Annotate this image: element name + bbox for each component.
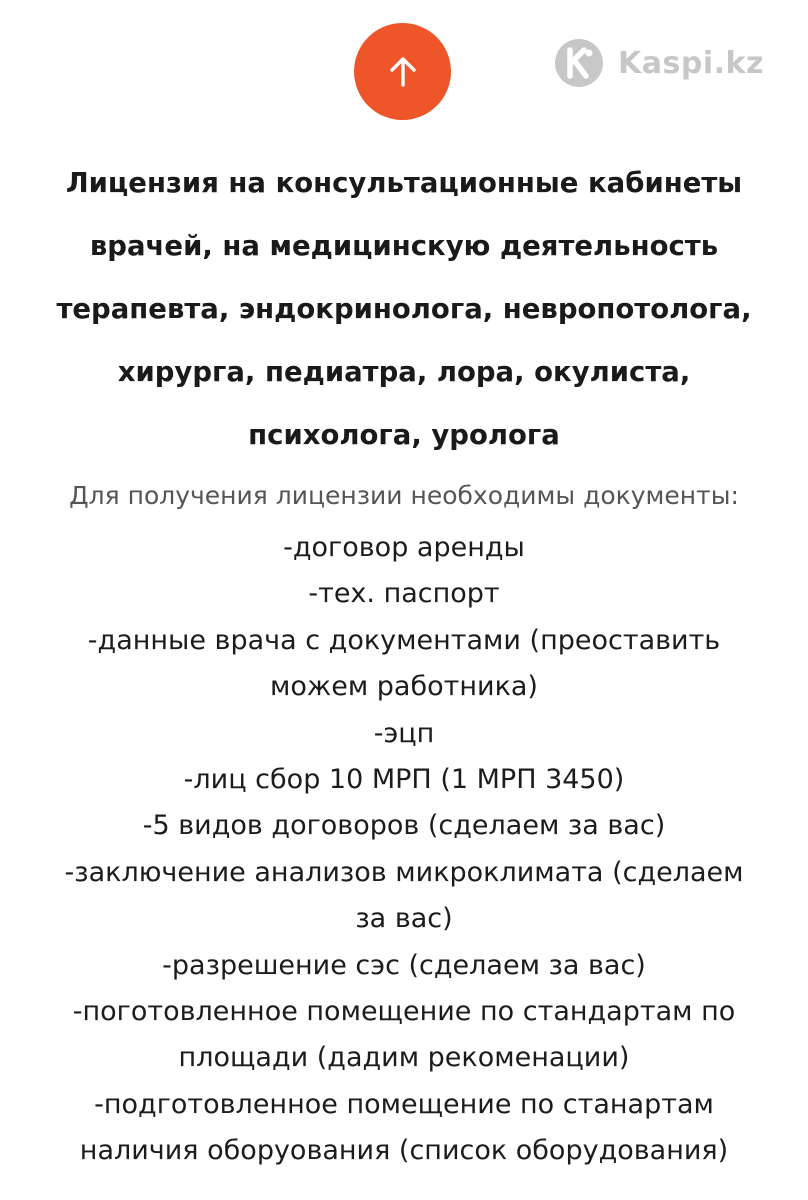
- list-item-line: -подготовленное помещение по станартам: [94, 1088, 714, 1120]
- list-item: [0, 1082, 808, 1175]
- list-item-line: -тех. паспорт: [308, 578, 500, 610]
- list-item-line: -данные врача с документами (преоставить: [87, 624, 721, 656]
- scroll-to-top-button[interactable]: [354, 23, 451, 120]
- intro-text: Для получения лицензии необходимы документы:: [69, 481, 739, 510]
- list-item-line: наличия оборуования (список оборудования): [79, 1135, 729, 1167]
- list-item-line: -разрешение сэс (сделаем за вас): [162, 949, 646, 981]
- list-item-line: -5 видов договоров (сделаем за вас): [142, 810, 666, 842]
- list-item: [0, 525, 808, 571]
- title-line: терапевта, эндокринолога, невропотолога,: [56, 293, 752, 325]
- list-item-line: за вас): [355, 903, 453, 935]
- list-item: [0, 618, 808, 711]
- title-line: Лицензия на консультационные кабинеты: [65, 167, 743, 199]
- title-line: хирурга, педиатра, лора, окулиста,: [117, 356, 691, 388]
- kaspi-logo-text: Kaspi.kz: [618, 45, 764, 81]
- list-item: [0, 803, 808, 849]
- list-item-line: площади (дадим рекоменации): [178, 1042, 630, 1074]
- list-item-line: -заключение анализов микроклимата (сделаем: [64, 856, 744, 888]
- list-item: [0, 711, 808, 757]
- list-item-line: -лиц сбор 10 МРП (1 МРП 3450): [183, 764, 625, 796]
- list-item: [0, 850, 808, 943]
- list-item-line: -договор аренды: [283, 532, 525, 563]
- page-title: [0, 152, 808, 467]
- title-line: врачей, на медицинскую деятельность: [89, 230, 719, 262]
- list-item: [0, 571, 808, 617]
- documents-list: [0, 525, 808, 1175]
- list-item: [0, 943, 808, 989]
- list-item: [0, 989, 808, 1082]
- title-line: психолога, уролога: [248, 419, 560, 451]
- list-item-line: можем работника): [270, 671, 538, 703]
- list-item-line: -эцп: [373, 717, 435, 749]
- list-item: [0, 757, 808, 803]
- kaspi-watermark: [554, 38, 764, 88]
- arrow-up-icon: [386, 55, 420, 89]
- list-item-line: -поготовленное помещение по стандартам по: [72, 996, 736, 1028]
- kaspi-logo-icon: [554, 38, 604, 88]
